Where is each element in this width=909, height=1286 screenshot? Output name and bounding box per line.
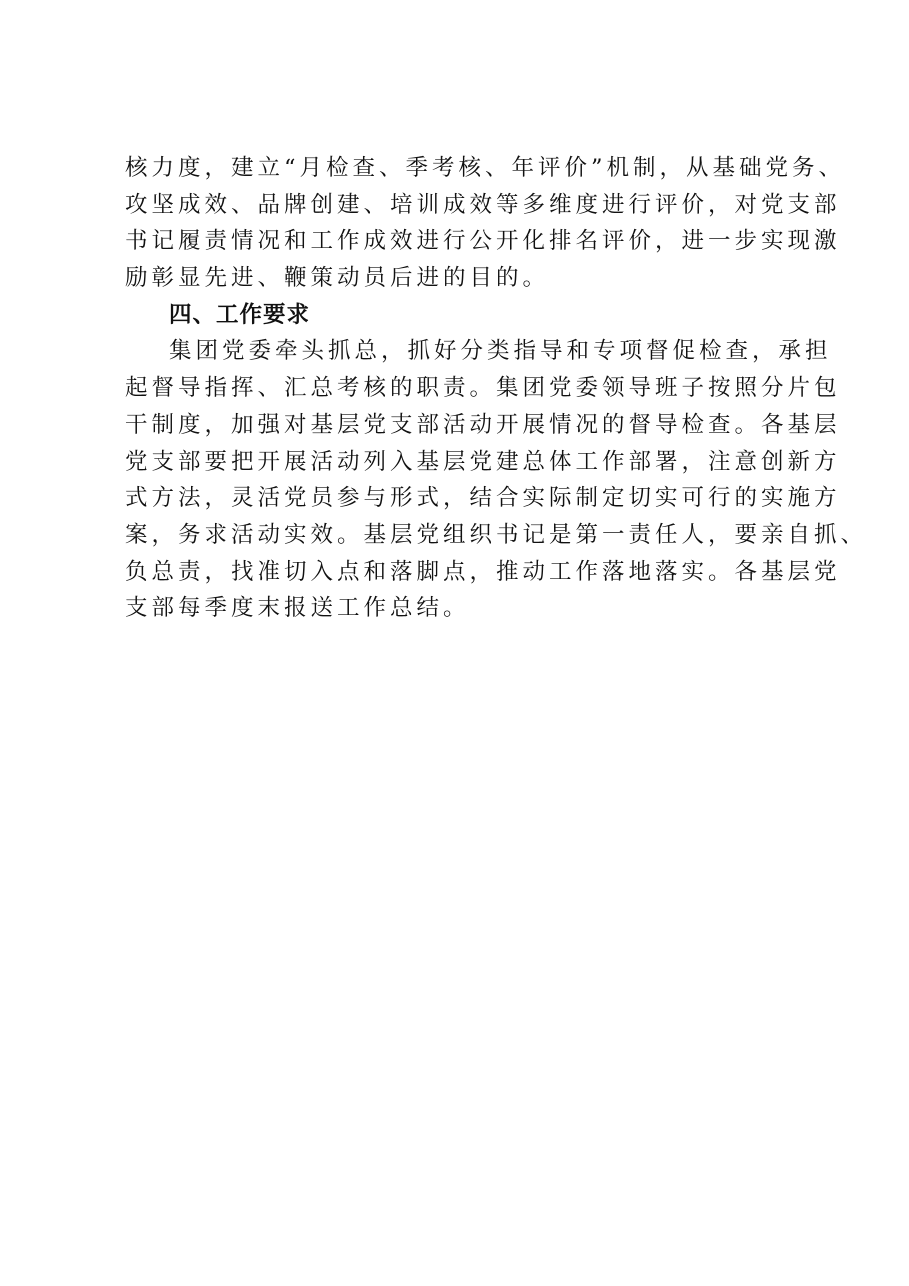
- section-heading: 四、工作要求: [169, 301, 311, 328]
- paragraph-line: 党支部要把开展活动列入基层党建总体工作部署，注意创新方: [125, 448, 841, 475]
- document-body: [125, 150, 868, 627]
- paragraph-line: 核力度，建立“月检查、季考核、年评价”机制，从基础党务、: [125, 155, 846, 181]
- paragraph-line: 攻坚成效、品牌创建、培训成效等多维度进行评价，对党支部: [125, 191, 841, 218]
- paragraph-line: 起督导指挥、汇总考核的职责。集团党委领导班子按照分片包: [125, 375, 841, 402]
- paragraph-line: 集团党委牵头抓总，抓好分类指导和专项督促检查，承担: [169, 338, 832, 365]
- paragraph-line: 支部每季度末报送工作总结。: [125, 595, 470, 622]
- paragraph-line: 案，务求活动实效。基层党组织书记是第一责任人，要亲自抓、: [125, 521, 868, 548]
- paragraph-line: 书记履责情况和工作成效进行公开化排名评价，进一步实现激: [125, 228, 841, 255]
- paragraph-line: 负总责，找准切入点和落脚点，推动工作落地落实。各基层党: [125, 558, 841, 585]
- paragraph-line: 励彰显先进、鞭策动员后进的目的。: [125, 265, 550, 292]
- paragraph-line: 干制度，加强对基层党支部活动开展情况的督导检查。各基层: [125, 411, 841, 438]
- paragraph-line: 式方法，灵活党员参与形式，结合实际制定切实可行的实施方: [125, 485, 841, 512]
